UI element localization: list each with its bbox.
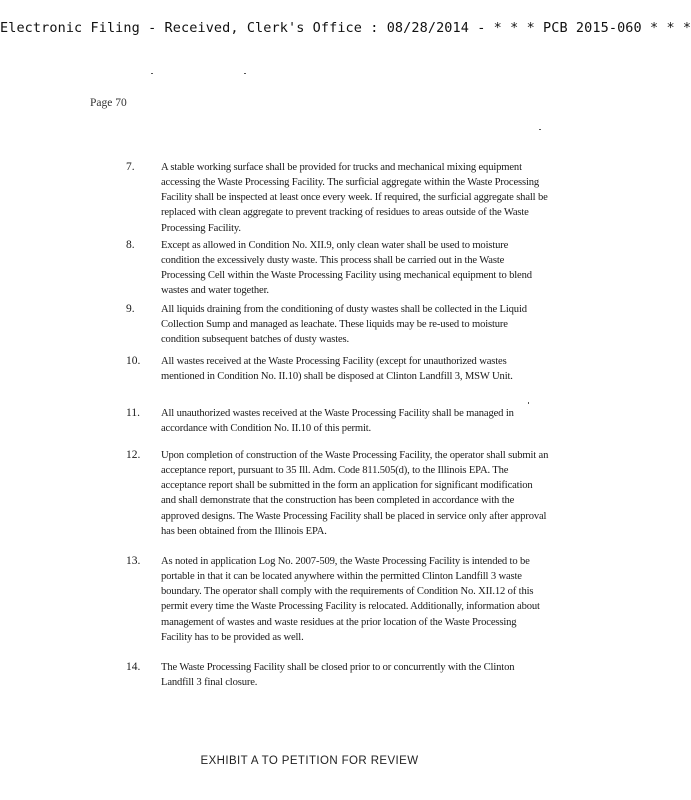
page-number: Page 70	[90, 97, 127, 109]
condition-number: 13.	[126, 555, 141, 567]
condition-text: As noted in application Log No. 2007-509, the Waste Processing Facility is intended to be portable in that it can be located anywhere within the permitted Clinton Landfill 3 waste boundary. The operator shall comply with the requirements of Condition No. XII.12 of this permit every time the Waste Processing Facility is relocated. Additionally, information about management of wastes and waste residues at the prior location of the Waste Processing Facility has to be provided as well.	[161, 556, 540, 643]
condition-text: All wastes received at the Waste Processing Facility (except for unauthorized wastes mentioned in Condition No. II.10) shall be disposed at Clinton Landfill 3, MSW Unit.	[161, 356, 513, 383]
scan-speck	[151, 73, 153, 74]
condition-number: 11.	[126, 407, 140, 419]
condition-number: 10.	[126, 355, 141, 367]
condition-text: All liquids draining from the conditioning of dusty wastes shall be collected in the Liquid Collection Sump and managed as leachate. These liquids may be re-used to moisture condition subsequent batches of dusty wastes.	[161, 304, 527, 346]
condition-number: 12.	[126, 449, 141, 461]
condition-number: 7.	[126, 161, 135, 173]
condition-text: Upon completion of construction of the Waste Processing Facility, the operator shall submit an acceptance report, pursuant to 35 Ill. Adm. Code 811.505(d), to the Illinois EPA. The acceptance report shall be submitted in the form an application for significant modification and shall demonstrate that the construction has been completed in accordance with the approved designs. The Waste Processing Facility shall be placed in service only after approval has been obtained from the Illinois EPA.	[161, 450, 549, 537]
scan-speck	[528, 402, 529, 404]
scan-speck	[244, 73, 246, 74]
condition-text: Except as allowed in Condition No. XII.9, only clean water shall be used to moisture condition the excessively dusty waste. This process shall be carried out in the Waste Processing Cell within the Waste Processing Facility using mechanical equipment to blend wastes and water together.	[161, 240, 532, 297]
condition-text: The Waste Processing Facility shall be closed prior to or concurrently with the Clinton Landfill 3 final closure.	[161, 662, 515, 689]
exhibit-footer: EXHIBIT A TO PETITION FOR REVIEW	[200, 755, 419, 767]
condition-number: 14.	[126, 661, 141, 673]
condition-number: 8.	[126, 239, 135, 251]
scan-speck	[539, 129, 541, 130]
condition-number: 9.	[126, 303, 135, 315]
electronic-filing-stamp: Electronic Filing - Received, Clerk's Office : 08/28/2014 - * * * PCB 2015-060 * * *	[0, 20, 691, 36]
condition-text: All unauthorized wastes received at the Waste Processing Facility shall be managed in accordance with Condition No. II.10 of this permit.	[161, 408, 514, 435]
condition-text: A stable working surface shall be provided for trucks and mechanical mixing equipment accessing the Waste Processing Facility. The surficial aggregate within the Waste Processing Facility shall be inspected at least once every week. If required, the surficial aggregate shall be replaced with clean aggregate to prevent tracking of residues to areas outside of the Waste Processing Facility.	[161, 162, 548, 234]
